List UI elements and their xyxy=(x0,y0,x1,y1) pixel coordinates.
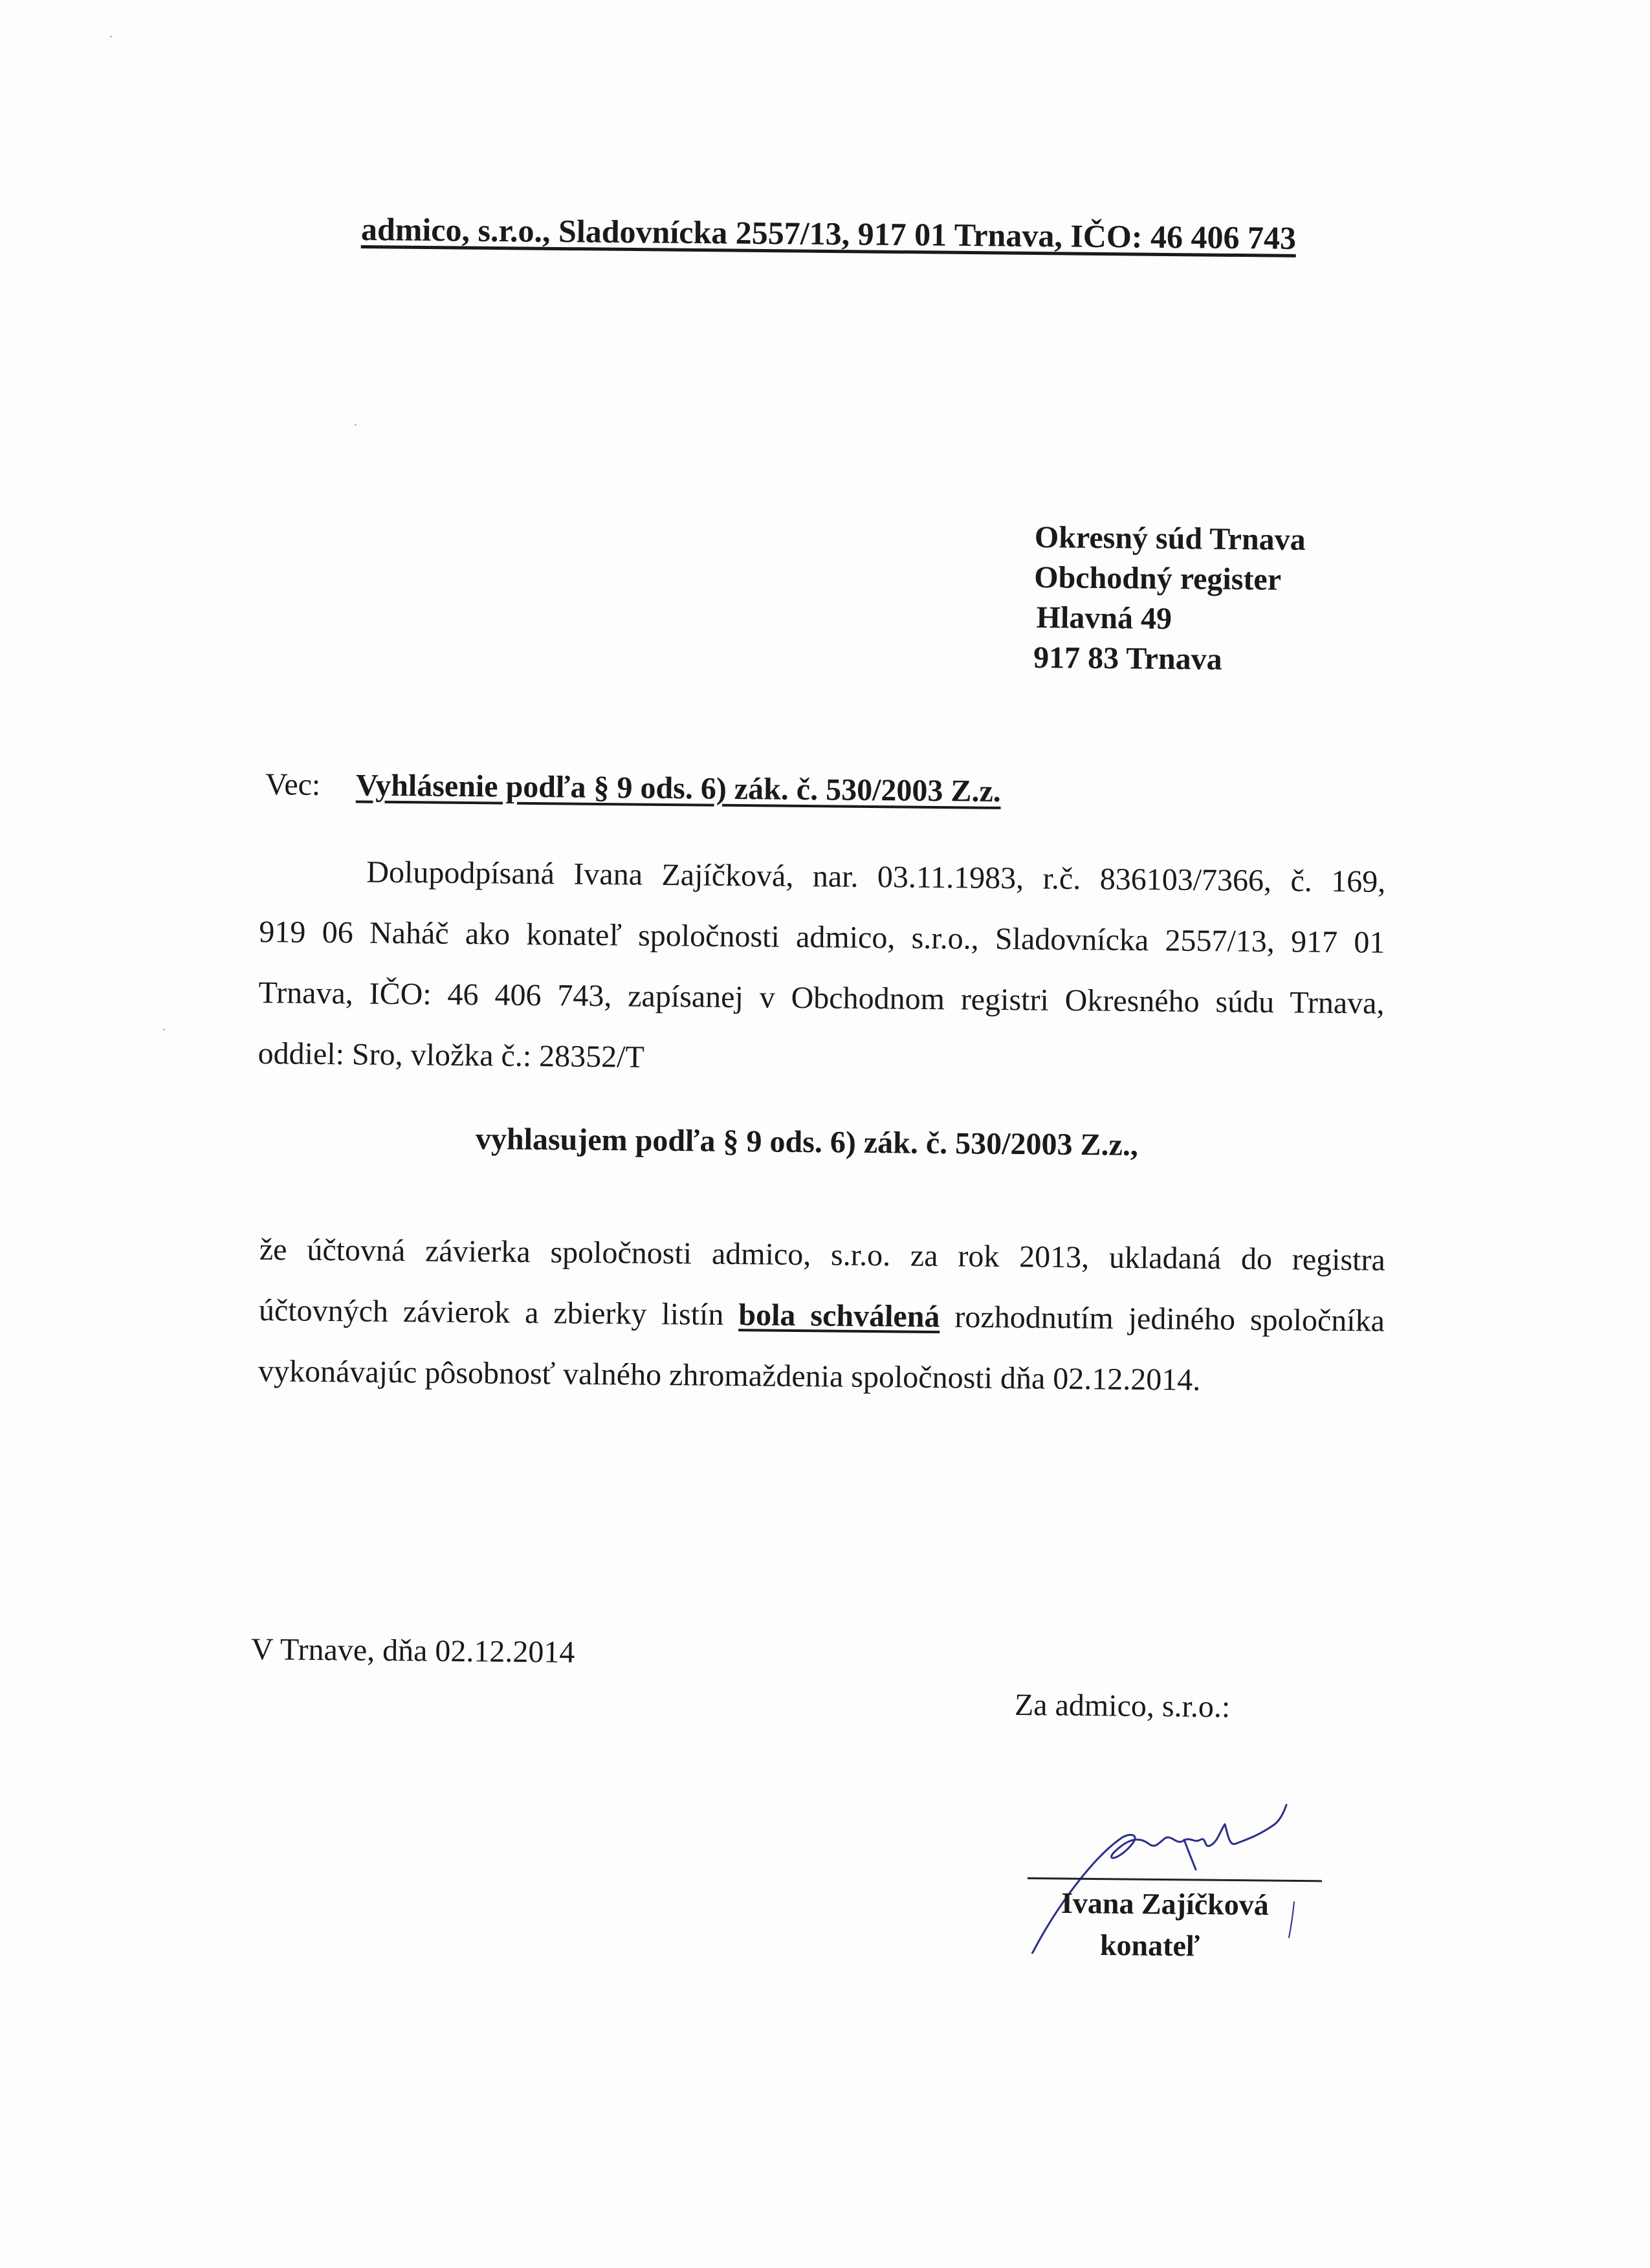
approval-text-after: rozhodnutím jediného spoločníka xyxy=(954,1300,1385,1338)
recipient-address xyxy=(1033,518,1306,681)
scan-speck xyxy=(355,424,357,426)
scan-speck xyxy=(110,36,112,38)
statement-paragraph xyxy=(258,841,1386,1095)
company-header: admico, s.r.o., Sladovnícka 2557/13, 917 01 Trnava, IČO: 46 406 743 xyxy=(360,211,1297,256)
recipient-line-city: 917 83 Trnava xyxy=(1033,640,1222,677)
approval-line-emphasis xyxy=(259,1280,1385,1352)
subject-line xyxy=(265,767,1001,809)
subject-label: Vec: xyxy=(265,767,321,802)
approval-line: že účtovná závierka spoločnosti admico, s.r.o. za rok 2013, ukladaná do registra xyxy=(259,1232,1386,1278)
on-behalf-of: Za admico, s.r.o.: xyxy=(1014,1688,1231,1725)
statement-line: 919 06 Naháč ako konateľ spoločnosti admico, s.r.o., Sladovnícka 2557/13, 917 01 xyxy=(259,915,1385,960)
approval-emphasis: bola schválená xyxy=(738,1298,940,1335)
approval-paragraph xyxy=(258,1219,1386,1413)
signer-role: konateľ xyxy=(1099,1928,1200,1963)
statement-line: oddiel: Sro, vložka č.: 28352/T xyxy=(258,1036,645,1074)
scan-speck xyxy=(163,1029,165,1030)
recipient-line-street: Hlavná 49 xyxy=(1036,600,1172,637)
place-and-date: V Trnave, dňa 02.12.2014 xyxy=(250,1632,575,1670)
recipient-line-register: Obchodný register xyxy=(1034,560,1282,597)
signer-name: Ivana Zajíčková xyxy=(1061,1886,1269,1922)
statement-line: Dolupodpísaná Ivana Zajíčková, nar. 03.11.1983, r.č. 836103/7366, č. 169, xyxy=(366,855,1386,899)
approval-text-before: účtovných závierok a zbierky listín xyxy=(258,1293,724,1332)
approval-line: vykonávajúc pôsobnosť valného zhromaždenia spoločnosti dňa 02.12.2014. xyxy=(258,1353,1201,1397)
subject-value: Vyhlásenie podľa § 9 ods. 6) zák. č. 530/2003 Z.z. xyxy=(355,768,1002,809)
declaration-heading: vyhlasujem podľa § 9 ods. 6) zák. č. 530/2003 Z.z., xyxy=(475,1122,1139,1162)
statement-line: Trnava, IČO: 46 406 743, zapísanej v Obchodnom registri Okresného súdu Trnava, xyxy=(258,975,1385,1021)
recipient-line-court: Okresný súd Trnava xyxy=(1034,520,1306,558)
